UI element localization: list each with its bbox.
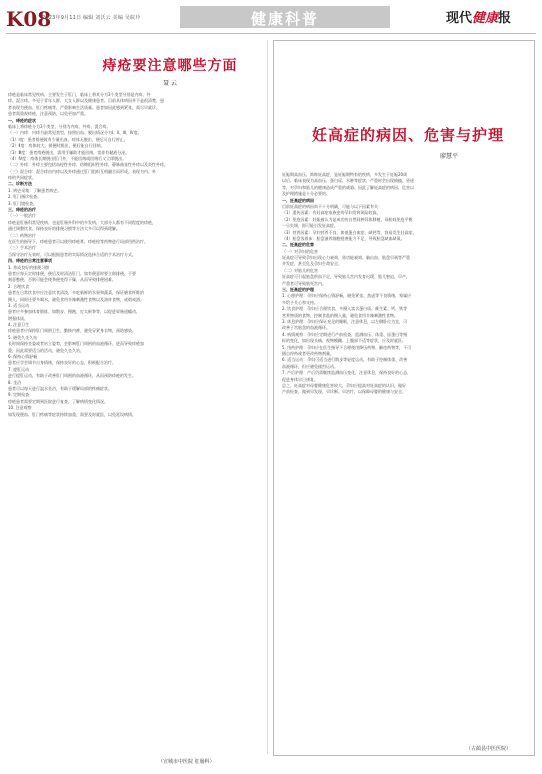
right-article-line: （3）营养因素：孕妇营养不良，如低蛋白血症、缺钙等，容易发生妊高症。 <box>282 229 417 235</box>
left-article-line: 摄入，同时还要多喝水，避免食用辛辣刺激性食物以及油炸食物，戒烟戒酒。 <box>8 296 144 302</box>
left-article-line: 四、痔疮的日常注意事项 <box>8 258 52 264</box>
left-article-line: 4. 注意卫生 <box>8 322 30 328</box>
right-article-author: 廖慧平 <box>440 153 459 160</box>
left-article-line: （4）Ⅳ度：痔体长期脱出肛门外，不能回纳或回纳后又立即脱出。 <box>8 155 127 161</box>
right-article-line: 7. 产后护理：产后仍需继续监测血压变化，注意休息，保持良好的心态， <box>282 370 412 376</box>
right-article-line: （二）对胎儿的危害 <box>282 267 318 273</box>
left-article-line: 二、诊断方法 <box>8 181 32 187</box>
right-article-line: 二、妊高症的危害 <box>282 242 314 248</box>
left-article-line: 刻意憋便，否则可能会使粪便变得干燥，从而导致排便困难。 <box>8 277 116 283</box>
left-article-line: （二）药物治疗 <box>8 232 36 238</box>
left-article-line: 3. 肛门镜检查。 <box>8 200 38 206</box>
right-article-line: 血液循环，但应避免剧烈运动。 <box>282 363 338 369</box>
left-article-title: 痔疮要注意哪些方面 <box>102 58 238 74</box>
logo-suffix: 报 <box>498 11 512 26</box>
left-article-line: （二）外痔：外痔主要包括血栓性外痔、结缔组织性外痔、静脉曲张性外痔以及炎性外痔。 <box>8 162 168 168</box>
left-article-line: 痔疮是临床常见疾病，主要发生于肛门，临床上将其分为3个类型分别是内痔、外 <box>8 92 151 97</box>
left-article-line: 5. 避免久坐久站 <box>8 334 38 340</box>
page-header <box>0 0 542 34</box>
logo-mid: 健康 <box>472 11 499 26</box>
left-article-line: 痔的共同症状。 <box>8 175 36 181</box>
right-article-line: 6. 适当运动：孕妇可适当进行散步等轻度运动，有助于控制体重、改善 <box>282 357 408 363</box>
right-article-line: 目前妊高症的病因尚不十分明确，可能与以下因素有关： <box>282 203 382 209</box>
right-article-line: （2）免疫因素：妊娠被认为是成功的自然同种异体移植，母胎间免疫平衡 <box>282 216 413 222</box>
right-article-line: 1. 心理护理：孕妇应保持心情舒畅，避免紧张、焦虑等不良情绪，家属应 <box>282 293 412 299</box>
header-rule <box>6 33 536 34</box>
left-article-line: 9. 定期检查 <box>8 392 30 398</box>
right-article-body <box>282 172 530 740</box>
section-title: 健康科普 <box>250 10 319 28</box>
right-article-line: 5. 用药护理：孕妇应在医生指导下合理使用降压药物、解痉药物等，不可 <box>282 344 412 350</box>
right-article-line: 改善子宫胎盘的血液循环。 <box>282 325 330 331</box>
left-article-line: 重，因此需要适当的活动，避免久坐久站。 <box>8 347 84 353</box>
right-article-line: 一旦失调，即可能引发妊高症。 <box>282 223 338 229</box>
left-article-line: 三、痔疮的治疗 <box>8 207 36 213</box>
left-article-line: 临床上将痔疮分为3个类型，分别为内痔、外痔、混合痔。 <box>8 123 111 129</box>
date-editor-line: 2023年9月11日 编辑 刘沃云 美编 吴皖玲 <box>42 15 141 21</box>
left-article-line: 1. 养成良好的排便习惯 <box>8 264 50 270</box>
right-article-line: 营养物质的食物，控制食盐的摄入量，避免食用辛辣刺激性食物。 <box>282 312 398 318</box>
right-article-line: 及护理措施是十分必要的。 <box>282 191 330 197</box>
left-article-author: 聂 云 <box>163 80 177 87</box>
left-article-line: 患者在日常饮食中应注意饮食清淡，多吃新鲜的水果和蔬菜，保证膳食纤维的 <box>8 290 144 296</box>
left-article-line: 当保守治疗无效时，可以根据患者的实际情况选择合适的手术治疗方式。 <box>8 251 136 257</box>
right-article-line: 等，对孕妇和胎儿的健康造成严重的威胁。因此了解妊高症的病因、危害以 <box>282 184 414 190</box>
right-article-line: 多给予关心和支持。 <box>282 299 318 305</box>
left-article-line: 如发现便血、肛门疼痛等症状持续加重，需要及时就医，以免延误病情。 <box>8 411 136 417</box>
left-article-line: 长时间保持坐姿或者站立姿势，会影响肛门周围的血液循环，进而导致痔疮加 <box>8 341 144 347</box>
left-article-line: 痔、混合痔。多见于青年人群，大女人群以及健康患者。目前具体病因并不是很清楚，患 <box>8 98 164 104</box>
left-article-line: 10. 注意观察 <box>8 405 32 411</box>
right-article-line: 妊高症可引起胎盘供血不足，导致胎儿宫内发育迟缓、胎儿窘迫、早产， <box>282 274 410 280</box>
left-article-body <box>8 92 262 752</box>
right-article-line: 妊娠期高血压，简称妊高症，是妊娠期特有的疾病，多发生于妊娠20周 <box>282 172 408 177</box>
logo-prefix: 现代 <box>446 11 473 26</box>
right-article-line: 一、妊高症的病因 <box>282 197 314 203</box>
left-article-line: 患者需重视痔疮，注意预防，以免更加严重。 <box>8 111 88 117</box>
right-article-line: 并发症，甚至危及孕妇生命安全。 <box>282 261 342 267</box>
left-article-line: 痔疮患者应保持肛门周围卫生，勤换内裤，避免穿紧身衣物，预防感染。 <box>8 328 136 334</box>
left-article-line: （一）内痔：内痔为最常见类型，按照出血、脱出情况分为Ⅰ、Ⅱ、Ⅲ、Ⅳ度。 <box>8 130 142 136</box>
left-article-line: 患者应多参加体育锻炼，如散步、慢跑、打太极拳等，以促进胃肠道蠕动， <box>8 309 140 315</box>
right-article-title: 妊高症的病因、危害与护理 <box>311 126 504 144</box>
column-divider <box>267 40 268 754</box>
left-article-line: 在医生的指导下，痔疮患者可以使用痔疮膏、痔疮栓等药物进行局部用药治疗。 <box>8 238 148 244</box>
left-article-line: 痔疮患者需要定期到医院进行复查，了解病情变化情况。 <box>8 398 108 404</box>
right-article-line: 以后，临床表现为高血压、蛋白尿、水肿等症状，严重时会出现抽搐、昏迷 <box>282 178 414 184</box>
right-article-line: （4）胎盘浅着床：胎盘滋养细胞侵袭能力不足，导致胎盘缺血缺氧。 <box>282 235 405 241</box>
left-article-line: 增强体质。 <box>8 315 28 321</box>
left-article-line: 8. 坐浴 <box>8 379 22 385</box>
left-article-line: 7. 提肛运动 <box>8 366 30 372</box>
right-article-line: 2. 饮食护理：孕妇应合理饮食，多摄入富含蛋白质、维生素、钙、铁等 <box>282 306 408 312</box>
left-article-line: 患者应学会调节自身情绪，保持良好的心态，积极配合治疗。 <box>8 360 116 366</box>
right-article-line: 产前检查，做到早发现、早诊断、早治疗，以保障母婴的健康与安全。 <box>282 389 406 395</box>
left-article-line: 3. 适当运动 <box>8 302 30 308</box>
right-article-line: （一）对孕妇的危害 <box>282 248 318 254</box>
right-article-line: 总之，妊高症对母婴健康危害较大，孕妇应提高对妊高症的认识，做好 <box>282 382 406 388</box>
left-article-line: 通过调整饮食、保持良好的排便习惯等方法大多可以得到缓解。 <box>8 226 120 232</box>
right-article-line: （1）遗传因素：有妊高症家族史的孕妇发病风险较高。 <box>282 210 381 216</box>
left-article-line: （一）一般治疗 <box>8 213 36 219</box>
left-article-line: 2. 合理饮食 <box>8 283 30 289</box>
section-band <box>180 6 390 28</box>
left-article-line: 一、痔疮的症状 <box>8 117 36 123</box>
newspaper-logo <box>446 7 511 26</box>
right-article-line: 严重者可导致胎死宫内。 <box>282 280 326 286</box>
page-number: K08 <box>6 7 52 31</box>
left-article-line: 1. 病史采集：了解患者病史。 <box>8 187 62 193</box>
right-article-line: 3. 休息护理：孕妇应保证充足的睡眠，注意休息，以左侧卧位为宜，可 <box>282 318 408 324</box>
right-article-footer: （古蔺县中医医院） <box>466 746 512 752</box>
right-article-line: 妊高症可导致孕妇出现心力衰竭、肾功能衰竭、脑出血、胎盘早剥等严重 <box>282 255 410 261</box>
right-article-line: 标的变化，如出现头痛、视物模糊、上腹部不适等症状，应及时就医。 <box>282 338 406 344</box>
left-article-line: 2. 肛门指诊检查。 <box>8 194 42 200</box>
left-article-line: 痔疮是肛肠科常见疾病，也是肛肠外科中的多发病，大部分人都有不同程度的痔疮， <box>8 219 156 225</box>
left-article-line: （2）Ⅱ度：痔体较大，排便时脱出，便后能自行回纳。 <box>8 143 105 149</box>
left-article-footer: （宣城市中医院 肛肠科） <box>158 759 215 765</box>
right-article-line: 三、妊高症的护理 <box>282 287 314 293</box>
left-article-line: （1）Ⅰ度：患者排便时有少量出血，痔体无脱出，便后可自行停止。 <box>8 136 128 142</box>
left-article-line: 患者可以每天进行温水坐浴，有助于缓解局部的疼痛症状。 <box>8 385 112 391</box>
left-article-line: （三）混合痔：混合痔由内痔以及外痔通过肛门组织互相融合而形成，表现为内、外 <box>8 168 156 174</box>
left-article-line: 患者应每天定时排便，便后及时清洁肛门。如有便意时要立即排便，不要 <box>8 270 136 276</box>
right-article-line: 4. 病情观察：孕妇应定期进行产前检查，监测血压、体重、尿蛋白等指 <box>282 331 408 337</box>
left-article-line: （三）手术治疗 <box>8 245 36 251</box>
left-article-line: 进行提肛运动，有助于改善肛门周围的血液循环，从而预防痔疮的发生。 <box>8 373 136 379</box>
left-article-line: 者表现为便血、肛门疼痛等，严重影响生活质量。患者如因此感到紧张，需尽早就诊， <box>8 104 160 110</box>
left-article-line: 6. 保持心情舒畅 <box>8 354 38 360</box>
right-article-line: 促进身体早日康复。 <box>282 376 318 382</box>
right-article-line: 擅自停药或者更改药物剂量。 <box>282 350 334 356</box>
left-article-line: （3）Ⅲ度：患者痔疮脱出，需用手辅助才能回纳，常伴有黏液分泌。 <box>8 149 130 155</box>
